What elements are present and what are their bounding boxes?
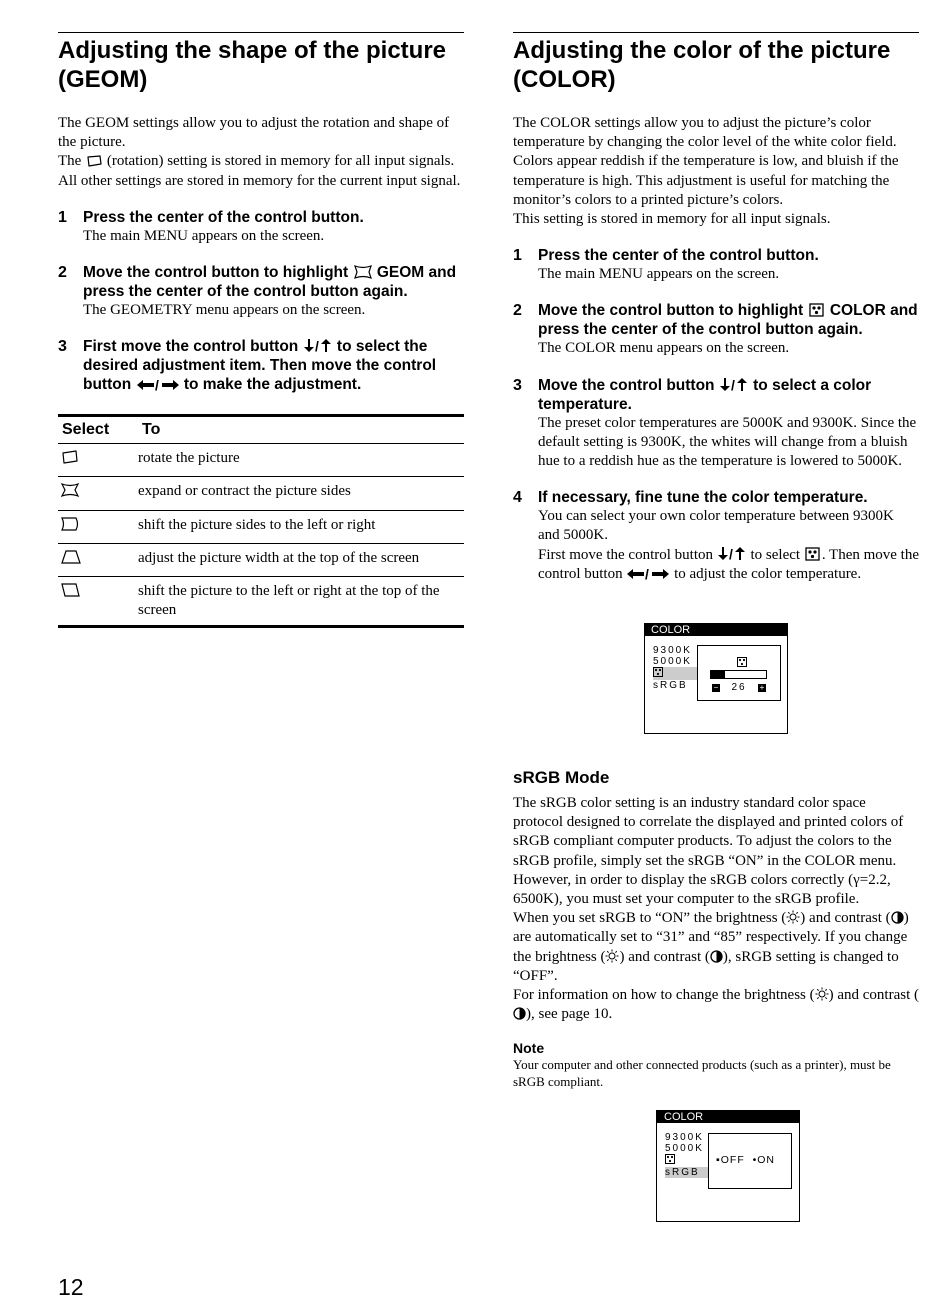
note-title: Note: [513, 1040, 545, 1057]
color-intro-2: This setting is stored in memory for all input signals.: [513, 211, 831, 228]
table-row: [58, 444, 464, 477]
desc-d: to adjust the color temperature.: [674, 565, 862, 582]
step-number: 2: [58, 264, 67, 282]
table-cell-icon: [58, 577, 138, 627]
geom-intro-2-post: (rotation) setting is stored in memory for all input signals. All other settings are stored in memory for the current input signal.: [58, 153, 461, 189]
color-step-2: [513, 301, 919, 358]
step-heading-post: COLOR and press the center of the control button again.: [538, 302, 918, 339]
osd-minus-icon: −: [713, 682, 719, 692]
srgb-p3-b: ) and contrast (: [828, 987, 920, 1004]
srgb-p3-c: ), see page 10.: [526, 1006, 613, 1023]
osd-item-5000k: 5000K: [665, 1143, 704, 1154]
srgb-p2-b: ) and contrast (: [800, 910, 891, 927]
pin-balance-icon: [60, 516, 80, 532]
geom-intro-2-pre: The: [58, 153, 82, 170]
color-title: Adjusting the color of the picture (COLOR): [513, 32, 919, 94]
osd-value: 26: [731, 682, 747, 693]
geom-title: Adjusting the shape of the picture (GEOM): [58, 32, 464, 94]
osd-option-off: OFF: [720, 1154, 745, 1166]
step-heading-post: GEOM and press the center of the control button again.: [83, 264, 457, 301]
step-description: The main MENU appears on the screen.: [538, 266, 780, 283]
table-cell-text: expand or contract the picture sides: [138, 477, 464, 510]
page-number: 12: [58, 1274, 84, 1300]
step-description: The preset color temperatures are 5000K and 9300K. Since the default setting is 9300K, the whites will change from a bluish hue to a reddish hue as the temperature is lowered to 5000K.: [538, 414, 917, 470]
left-right-arrow-icon: [626, 568, 670, 580]
step-heading-b: to select the desired adjustment item. Then move the control button: [83, 338, 437, 394]
srgb-p3-a: For information on how to change the brightness (: [513, 987, 815, 1004]
osd-option-on: ON: [757, 1154, 776, 1166]
table-cell-text: shift the picture sides to the left or right: [138, 510, 464, 543]
geom-select-table: [58, 414, 464, 628]
table-cell-icon: [58, 444, 138, 477]
rotation-icon: [85, 155, 103, 167]
svg-text:/: /: [314, 338, 319, 354]
osd-value-row: [712, 682, 766, 693]
table-cell-text: adjust the picture width at the top of the screen: [138, 543, 464, 576]
geom-step-1: [58, 208, 464, 246]
srgb-paragraph-1: The sRGB color setting is an industry standard color space protocol designed to correlate the displayed and printed colors of sRGB compliant computer products. To adjust the colors to the sRGB profile, simply set the sRGB “ON” in the COLOR menu. However, in order to display the sRGB colors correctly (γ=2.2, 6500K), you must set your computer to the sRGB profile.: [513, 795, 904, 908]
color-step-1: [513, 246, 919, 284]
step-number: 4: [513, 489, 522, 507]
step-heading-pre: Move the control button to highlight: [83, 264, 349, 282]
step-number: 1: [58, 208, 67, 226]
srgb-p2-a: When you set sRGB to “ON” the brightness (: [513, 910, 787, 927]
osd-item-9300k: 9300K: [665, 1132, 704, 1143]
down-up-arrow-icon: [303, 338, 333, 353]
color-intro-1: The COLOR settings allow you to adjust the picture’s color temperature by changing the color level of the white color field. Colors appear reddish if the temperature is low, and bluish if the temperature is high. This adjustment is useful for matching the monitor’s colors to a printed picture’s colors.: [513, 115, 899, 208]
osd-srgb-options: [716, 1154, 775, 1166]
step-number: 1: [513, 247, 522, 265]
geom-section: [58, 32, 464, 628]
srgb-title: sRGB Mode: [513, 768, 610, 787]
parallelogram-icon: [60, 582, 82, 598]
svg-text:/: /: [730, 376, 735, 392]
color-icon: [808, 303, 826, 317]
desc-b: to select: [750, 546, 801, 563]
color-step-3: [513, 376, 919, 472]
osd-level-bar: [710, 670, 767, 679]
color-icon: [653, 667, 663, 677]
osd-item-5000k: 5000K: [653, 656, 692, 667]
osd-item-srgb: sRGB: [665, 1167, 711, 1178]
desc-a: First move the control button: [538, 546, 713, 563]
srgb-paragraph-3: [513, 986, 919, 1024]
srgb-p2-e: ), sRGB setting is changed to “OFF”.: [513, 948, 899, 984]
osd-adjust-box: [697, 645, 781, 701]
color-icon: [665, 1154, 675, 1164]
svg-text:/: /: [154, 379, 159, 392]
step-heading-pre: Move the control button: [538, 376, 715, 394]
brightness-icon: [815, 987, 829, 1001]
osd-dot-icon: •: [752, 1154, 758, 1166]
down-up-arrow-icon: [719, 377, 749, 392]
osd-item-9300k: 9300K: [653, 645, 692, 656]
table-row: [58, 543, 464, 576]
osd-srgb-box: [708, 1133, 792, 1189]
trapezoid-icon: [60, 549, 82, 565]
color-icon: [737, 657, 747, 667]
osd-selected-dot-icon: ▪: [716, 1154, 721, 1166]
step-heading-post: to select a color temperature.: [538, 376, 872, 413]
table-header-row: [58, 416, 464, 444]
osd-item-srgb: sRGB: [653, 680, 688, 691]
down-up-arrow-icon: [717, 546, 747, 561]
step-heading-c: to make the adjustment.: [183, 376, 362, 394]
table-cell-icon: [58, 510, 138, 543]
step-heading: [538, 301, 919, 339]
contrast-icon: [710, 950, 723, 963]
color-step-4: [513, 488, 919, 584]
step-heading-a: First move the control button: [83, 338, 299, 356]
brightness-icon: [605, 949, 619, 963]
table-header-to: To: [138, 416, 464, 444]
step-heading-pre: Move the control button to highlight: [538, 302, 804, 320]
srgb-section: [513, 768, 919, 1090]
table-row: [58, 477, 464, 510]
svg-text:/: /: [728, 545, 733, 561]
note-text: Your computer and other connected products (such as a printer), must be sRGB compliant.: [513, 1057, 891, 1090]
svg-text:/: /: [645, 567, 650, 580]
table-row: [58, 577, 464, 627]
step-heading: Press the center of the control button.: [538, 247, 819, 265]
osd-item-adjust: [653, 667, 699, 680]
step-description-2: [538, 546, 919, 584]
srgb-p2-c: ) are automatically set to “31” and “85” respectively. If you change the brightness (: [513, 910, 909, 965]
contrast-icon: [513, 1007, 526, 1020]
pincushion-icon: [60, 482, 80, 498]
color-icon: [804, 547, 822, 561]
step-heading: [83, 263, 464, 301]
step-description: The COLOR menu appears on the screen.: [538, 340, 790, 357]
step-heading: [538, 376, 919, 414]
step-heading: If necessary, fine tune the color temperature.: [538, 489, 868, 507]
step-description: The main MENU appears on the screen.: [83, 227, 325, 244]
geom-intro-1: The GEOM settings allow you to adjust the rotation and shape of the picture.: [58, 115, 450, 151]
color-section: [513, 32, 919, 584]
step-heading: Press the center of the control button.: [83, 208, 364, 226]
step-heading: [83, 337, 464, 394]
table-header-select: Select: [58, 416, 138, 444]
geom-intro-2: [58, 152, 464, 190]
osd-title: COLOR: [645, 624, 787, 636]
rotation-icon: [60, 449, 80, 465]
srgb-paragraph-2: [513, 909, 919, 986]
table-cell-icon: [58, 477, 138, 510]
step-description: The GEOMETRY menu appears on the screen.: [83, 302, 366, 319]
desc-c: . Then move the control button: [538, 546, 920, 582]
table-row: [58, 510, 464, 543]
srgb-p2-d: ) and contrast (: [619, 948, 710, 965]
step-number: 2: [513, 302, 522, 320]
contrast-icon: [891, 911, 904, 924]
osd-level-fill: [711, 671, 725, 678]
brightness-icon: [786, 910, 800, 924]
geom-icon: [353, 265, 373, 279]
step-description: You can select your own color temperature between 9300K and 5000K.: [538, 508, 894, 544]
color-osd-temperature: [644, 623, 788, 734]
left-right-arrow-icon: [136, 379, 180, 391]
osd-plus-icon: +: [759, 682, 765, 692]
table-cell-icon: [58, 543, 138, 576]
geom-step-3: [58, 337, 464, 394]
color-osd-srgb: [656, 1110, 800, 1222]
step-number: 3: [58, 338, 67, 356]
osd-title: COLOR: [657, 1111, 799, 1123]
step-number: 3: [513, 376, 522, 394]
geom-step-2: [58, 263, 464, 320]
table-cell-text: shift the picture to the left or right at the top of the screen: [138, 583, 440, 619]
table-cell-text: rotate the picture: [138, 444, 464, 477]
